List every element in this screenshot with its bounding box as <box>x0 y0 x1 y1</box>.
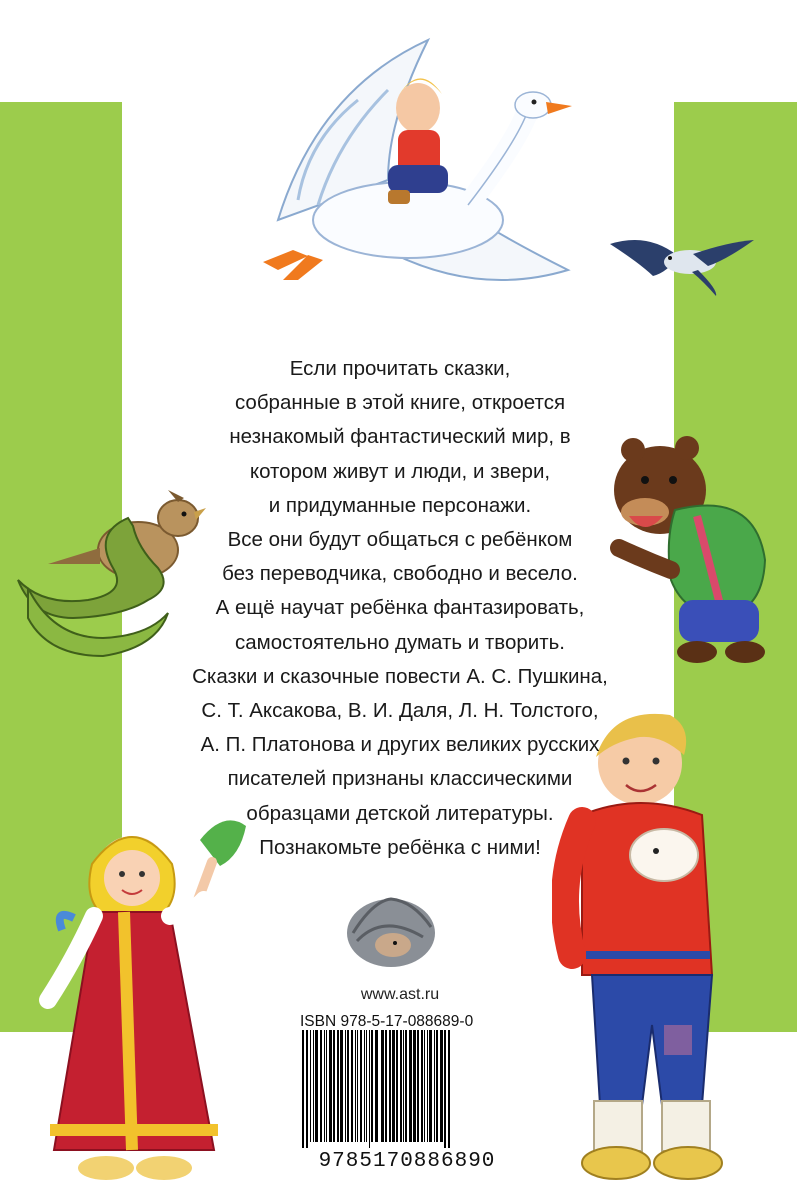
barcode-bar <box>440 1030 443 1142</box>
barcode-digits: 9785170886890 <box>318 1150 496 1173</box>
barcode-bar <box>347 1030 349 1142</box>
blurb-line: Все они будут общаться с ребёнком <box>227 528 573 552</box>
barcode-bar <box>333 1030 335 1142</box>
isbn-number: ISBN 978-5-17-088689-0 <box>300 1013 474 1030</box>
barcode-bar <box>427 1030 428 1142</box>
barcode-bar <box>424 1030 425 1142</box>
barcode-bar <box>324 1030 325 1142</box>
blurb-line: самостоятельно думать и творить. <box>234 630 565 654</box>
barcode-bar <box>417 1030 419 1142</box>
barcode-bars <box>296 1030 518 1150</box>
barcode-bar <box>405 1030 407 1142</box>
blurb-line: Познакомьте ребёнка с ними! <box>259 835 541 859</box>
barcode-bar <box>400 1030 402 1142</box>
barcode-bar <box>448 1030 450 1148</box>
barcode-bar <box>444 1030 446 1148</box>
barcode-bar <box>434 1030 435 1142</box>
barcode-bar <box>302 1030 304 1148</box>
hedgehog-illustration <box>343 893 439 969</box>
barcode-bar <box>360 1030 362 1142</box>
barcode-bar <box>306 1030 308 1148</box>
barcode-bar <box>421 1030 423 1142</box>
publisher-website: www.ast.ru <box>360 986 440 1003</box>
blurb-line: незнакомый фантастический мир, в <box>229 425 571 449</box>
blurb-line: Сказки и сказочные повести А. С. Пушкина, <box>192 664 608 688</box>
barcode-bar <box>429 1030 432 1142</box>
barcode-bar <box>315 1030 318 1142</box>
barcode-bar <box>345 1030 346 1142</box>
barcode-bar <box>357 1030 358 1142</box>
barcode-bar <box>310 1030 311 1142</box>
barcode-bar <box>355 1030 356 1142</box>
barcode-bar <box>366 1030 367 1142</box>
barcode-bar <box>364 1030 365 1142</box>
barcode-bar <box>329 1030 332 1142</box>
barcode-bar <box>326 1030 327 1142</box>
blurb-line: и придуманные персонажи. <box>268 493 532 517</box>
barcode-bar <box>313 1030 314 1142</box>
blurb-line: С. Т. Аксакова, В. И. Даля, Л. Н. Толстого, <box>201 699 599 723</box>
blurb-line: котором живут и люди, и звери, <box>249 459 551 483</box>
barcode-bar <box>381 1030 384 1142</box>
boy-on-goose-illustration <box>238 30 578 295</box>
blurb-line: Если прочитать сказки, <box>289 357 511 380</box>
barcode-bar <box>340 1030 343 1142</box>
blurb-line: А. П. Платонова и других великих русских <box>200 733 600 757</box>
barcode-bar <box>413 1030 416 1142</box>
blurb-line: собранные в этой книге, откроется <box>234 391 566 415</box>
barcode-bar <box>436 1030 438 1142</box>
barcode-bar <box>337 1030 339 1142</box>
swallow-illustration <box>608 232 756 297</box>
blurb-line: писателей признаны классическими <box>227 767 573 791</box>
barcode-bar <box>351 1030 353 1142</box>
barcode-bar <box>320 1030 322 1142</box>
barcode-bar <box>409 1030 412 1142</box>
barcode-bar <box>371 1030 373 1142</box>
barcode-bar <box>369 1030 370 1148</box>
barcode-bar <box>375 1030 378 1142</box>
barcode-bar <box>385 1030 387 1142</box>
barcode-bar <box>392 1030 395 1142</box>
blurb-line: без переводчика, свободно и весело. <box>222 562 578 586</box>
barcode-bar <box>396 1030 398 1142</box>
back-cover-blurb <box>160 352 640 865</box>
barcode-bar <box>403 1030 404 1142</box>
blurb-line: А ещё научат ребёнка фантазировать, <box>215 596 585 620</box>
barcode-bar <box>389 1030 391 1142</box>
blurb-line: образцами детской литературы. <box>246 801 554 825</box>
